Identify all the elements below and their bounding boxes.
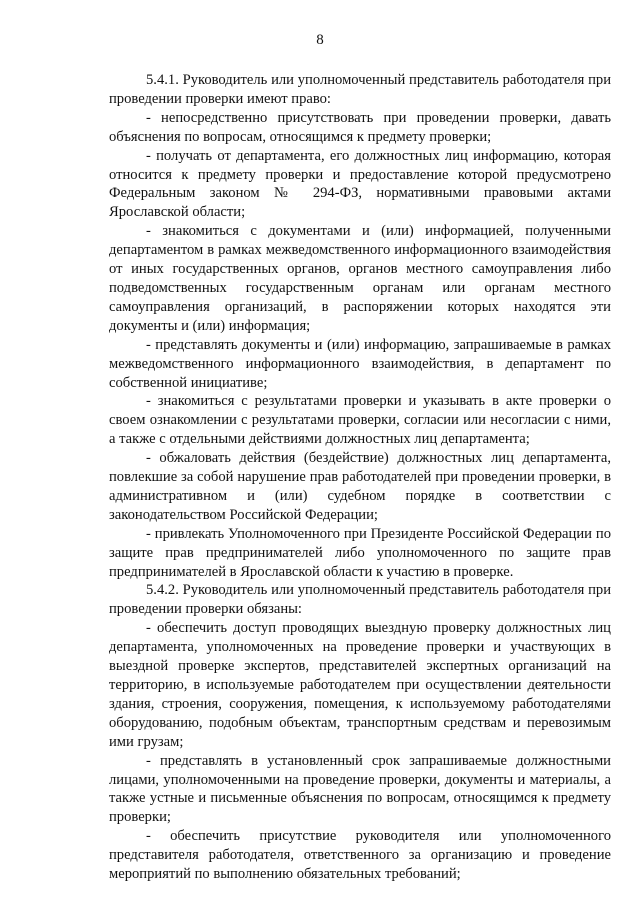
list-item: - представлять документы и (или) информацию, запрашиваемые в рамках межведомственного информационного взаимодействия, в департамент по собственной инициативе; [109, 336, 611, 391]
list-item: - получать от департамента, его должностных лиц информацию, которая относится к предмету проверки и предоставление которой предусмотрено Федеральным законом № 294-ФЗ, нормативными правовыми актами Ярославской области; [109, 147, 611, 221]
document-body [109, 71, 611, 884]
list-item: - обеспечить присутствие руководителя или уполномоченного представителя работодателя, ответственного за организацию и проведение мероприятий по выполнению обязательных требований; [109, 828, 611, 883]
paragraph-5-4-2-heading: 5.4.2. Руководитель или уполномоченный представитель работодателя при проведении проверки обязаны: [109, 582, 611, 618]
list-item: - привлекать Уполномоченного при Президенте Российской Федерации по защите прав предпринимателей либо уполномоченного по защите прав предпринимателей в Ярославской области к участию в проверке. [109, 525, 611, 580]
list-item: - непосредственно присутствовать при проведении проверки, давать объяснения по вопросам, относящимся к предмету проверки; [109, 109, 611, 145]
list-item: - знакомиться с документами и (или) информацией, полученными департаментом в рамках межведомственного информационного взаимодействия от иных государственных органов, органов местного самоуправления либо подведомственных государственным органам или органам местного самоуправления организаций, в распоряжении которых находятся эти документы и (или) информация; [109, 223, 611, 334]
list-item: - представлять в установленный срок запрашиваемые должностными лицами, уполномоченными на проведение проверки, документы и материалы, а также устные и письменные объяснения по вопросам, относящимся к предмету проверки; [109, 752, 611, 826]
list-item: - обеспечить доступ проводящих выездную проверку должностных лиц департамента, уполномоченных на проведение проверки и участвующих в выездной проверке экспертов, представителей экспертных организаций на территорию, в используемые работодателем при осуществлении деятельности здания, строения, сооружения, помещения, к используемому работодателями оборудованию, подобным объектам, транспортным средствам и перевозимым ими грузам; [109, 620, 611, 750]
paragraph-5-4-1-heading: 5.4.1. Руководитель или уполномоченный представитель работодателя при проведении проверки имеют право: [109, 72, 611, 107]
list-item: - обжаловать действия (бездействие) должностных лиц департамента, повлекшие за собой нарушение прав работодателей при проведении проверки, в административном и (или) судебном порядке в соответствии с законодательством Российской Федерации; [109, 450, 611, 523]
page-number: 8 [316, 32, 324, 48]
list-item: - знакомиться с результатами проверки и указывать в акте проверки о своем ознакомлении с результатами проверки, согласии или несогласии с ними, а также с отдельными действиями должностных лиц департамента; [109, 393, 611, 448]
